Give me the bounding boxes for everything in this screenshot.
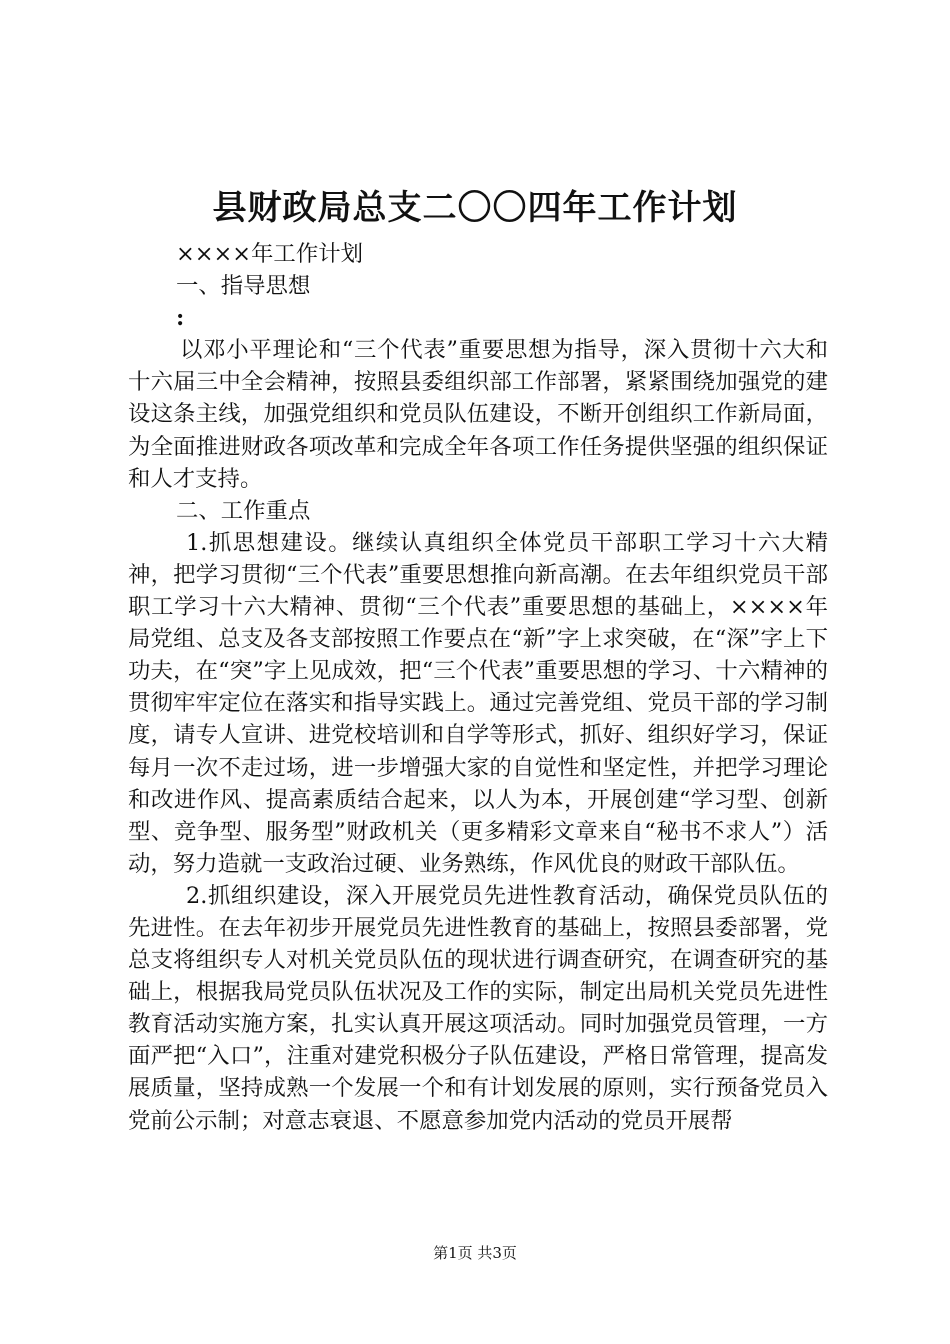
item-organizational-construction: 2.抓组织建设，深入开展党员先进性教育活动，确保党员队伍的先进性。在去年初步开展党员先进性教育的基础上，按照县委部署，党总支将组织专人对机关党员队伍的现状进行调查研究，在调查研究的基础上，根据我局党员队伍状况及工作的实际，制定出局机关党员先进性教育活动实施方案，扎实认真开展这项活动。同时加强党员管理，一方面严把“入口”，注重对建党积极分子队伍建设，严格日常管理，提高发展质量，坚持成熟一个发展一个和有计划发展的原则，实行预备党员入党前公示制；对意志衰退、不愿意参加党内活动的党员开展帮 (128, 882, 828, 1134)
subtitle: ××××年工作计划 (176, 241, 363, 267)
paragraph-guiding-ideology: 以邓小平理论和“三个代表”重要思想为指导，深入贯彻十六大和十六届三中全会精神，按照县委组织部工作部署，紧紧围绕加强党的建设这条主线，加强党组织和党员队伍建设，不断开创组织工作新局面，为全面推进财政各项改革和完成全年各项工作任务提供坚强的组织保证和人才支持。 (128, 337, 828, 492)
section-heading-guiding-ideology: 一、指导思想 (176, 273, 311, 300)
page-number-footer: 第1页 共3页 (433, 1244, 517, 1262)
section-heading-work-focus: 二、工作重点 (176, 497, 311, 524)
item-ideological-construction: 1.抓思想建设。继续认真组织全体党员干部职工学习十六大精神，把学习贯彻“三个代表”重要思想推向新高潮。在去年组织党员干部职工学习十六大精神、贯彻“三个代表”重要思想的基础上，××××年局党组、总支及各支部按照工作要点在“新”字上求突破，在“深”字上下功夫，在“突”字上见成效，把“三个代表”重要思想的学习、十六精神的贯彻牢牢定位在落实和指导实践上。通过完善党组、党员干部的学习制度，请专人宣讲、进党校培训和自学等形式，抓好、组织好学习，保证每月一次不走过场，进一步增强大家的自觉性和坚定性，并把学习理论和改进作风、提高素质结合起来，以人为本，开展创建“学习型、创新型、竞争型、服务型”财政机关（更多精彩文章来自“秘书不求人”）活动，努力造就一支政治过硬、业务熟练，作风优良的财政干部队伍。 (128, 529, 828, 877)
document-body (128, 238, 828, 1137)
document-title: 县财政局总支二〇〇四年工作计划 (212, 188, 738, 228)
colon-mark: : (176, 305, 185, 332)
